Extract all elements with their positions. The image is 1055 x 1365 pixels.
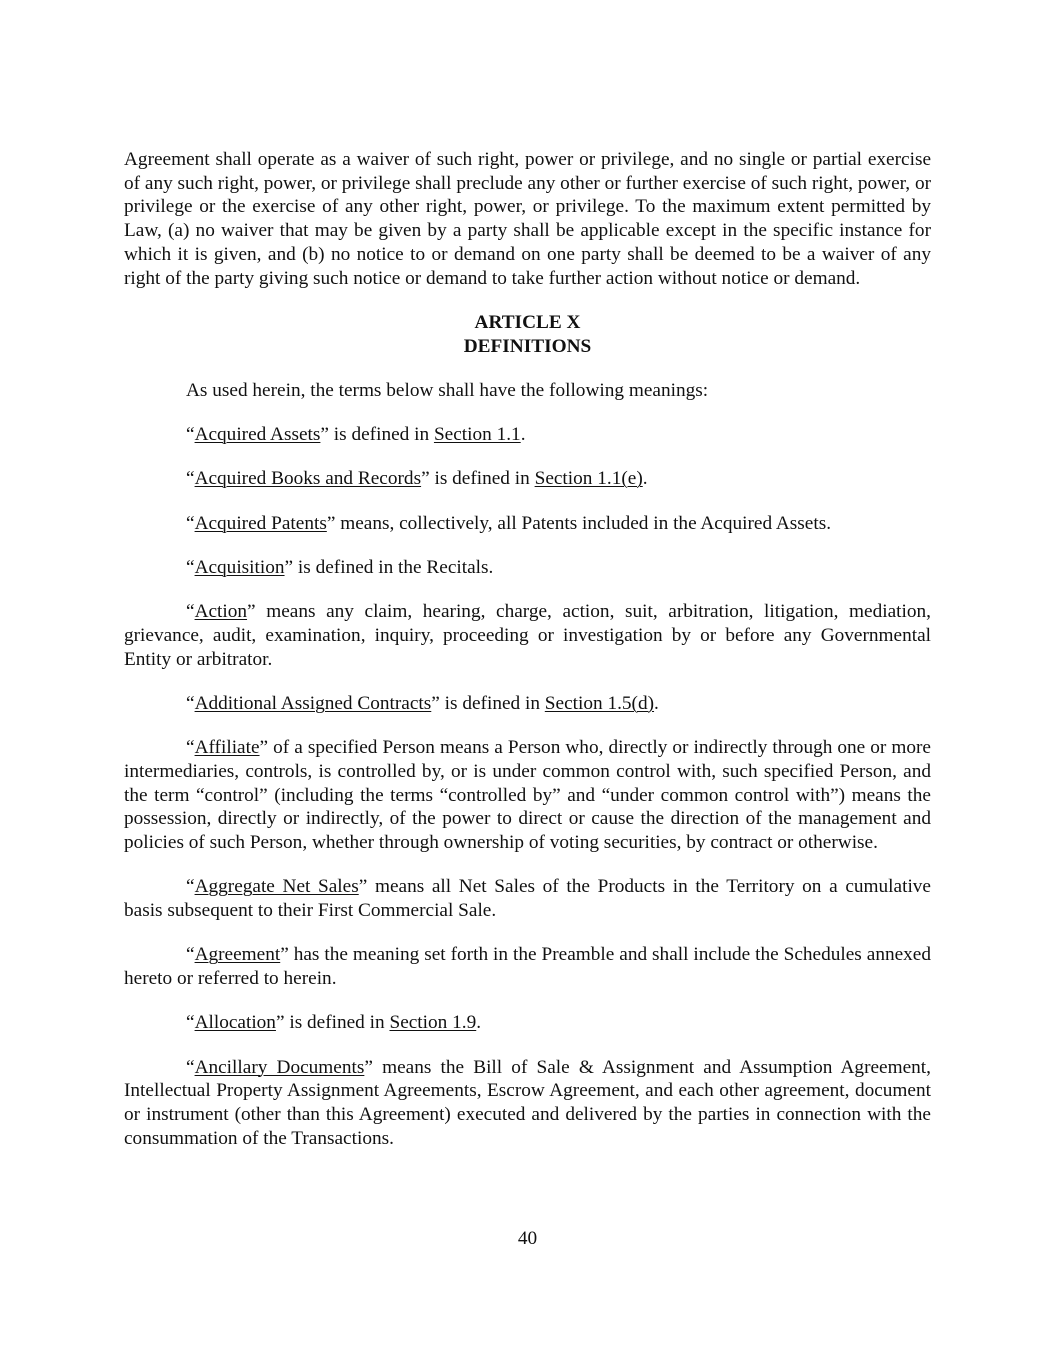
defined-term: Acquired Assets <box>194 423 321 445</box>
section-reference: Section 1.5(d) <box>544 692 655 714</box>
defined-term: Action <box>194 601 248 623</box>
intro-paragraph: Agreement shall operate as a waiver of such right, power or privilege, and no single or partial exercise of any such right, power, or privilege shall preclude any other or further exercise of such right, power, or privilege or the exercise of any other right, power, or privilege. To the maximum extent permitted by Law, (a) no waiver that may be given by a party shall be applicable except in the specific instance for which it is given, and (b) no notice to or demand on one party shall be deemed to be a waiver of any right of the party giving such notice or demand to take further action without notice or demand. <box>124 149 931 289</box>
definition-acquired-patents: “Acquired Patents” means, collectively, all Patents included in the Acquired Assets. <box>186 512 832 534</box>
document-page <box>124 148 931 1171</box>
section-reference: Section 1.1 <box>433 423 521 445</box>
article-number: ARTICLE X <box>474 312 581 334</box>
section-reference: Section 1.1(e) <box>534 468 643 490</box>
defined-term: Agreement <box>194 944 281 966</box>
defined-term: Additional Assigned Contracts <box>194 692 432 714</box>
definition-action: “Action” means any claim, hearing, charge, action, suit, arbitration, litigation, mediation, grievance, audit, examination, inquiry, proceeding or investigation by or before any Governmental Entity or arbitrator. <box>124 601 931 670</box>
page-number: 40 <box>517 1228 538 1249</box>
defined-term: Allocation <box>194 1012 276 1034</box>
definition-acquired-books-and-records: “Acquired Books and Records” is defined in Section 1.1(e). <box>186 468 648 490</box>
definition-acquired-assets: “Acquired Assets” is defined in Section 1.1. <box>186 423 526 445</box>
definition-agreement: “Agreement” has the meaning set forth in the Preamble and shall include the Schedules annexed hereto or referred to herein. <box>124 944 931 989</box>
definition-additional-assigned-contracts: “Additional Assigned Contracts” is defined in Section 1.5(d). <box>186 692 659 714</box>
defined-term: Acquired Books and Records <box>194 468 422 490</box>
definition-affiliate: “Affiliate” of a specified Person means a Person who, directly or indirectly through one or more intermediaries, controls, is controlled by, or is under common control with, such specified Person, and the term “control” (including the terms “controlled by” and “under common control with”) means the possession, directly or indirectly, of the power to direct or cause the direction of the management and policies of such Person, whether through ownership of voting securities, by contract or otherwise. <box>124 737 931 853</box>
definition-ancillary-documents: “Ancillary Documents” means the Bill of Sale & Assignment and Assumption Agreement, Intellectual Property Assignment Agreements, Escrow Agreement, and each other agreement, document or instrument (other than this Agreement) executed and delivered by the parties in connection with the consummation of the Transactions. <box>124 1056 931 1149</box>
defined-term: Affiliate <box>194 737 260 759</box>
definition-allocation: “Allocation” is defined in Section 1.9. <box>186 1012 482 1034</box>
definitions-lead-in: As used herein, the terms below shall have the following meanings: <box>186 379 709 401</box>
definition-acquisition: “Acquisition” is defined in the Recitals. <box>186 556 494 578</box>
section-reference: Section 1.9 <box>389 1012 477 1034</box>
defined-term: Acquired Patents <box>194 512 327 534</box>
article-title: DEFINITIONS <box>463 335 592 357</box>
article-heading <box>124 311 931 358</box>
defined-term: Ancillary Documents <box>194 1056 365 1078</box>
defined-term: Acquisition <box>194 556 285 578</box>
definition-aggregate-net-sales: “Aggregate Net Sales” means all Net Sales of the Products in the Territory on a cumulative basis subsequent to their First Commercial Sale. <box>124 876 931 921</box>
defined-term: Aggregate Net Sales <box>194 876 359 898</box>
